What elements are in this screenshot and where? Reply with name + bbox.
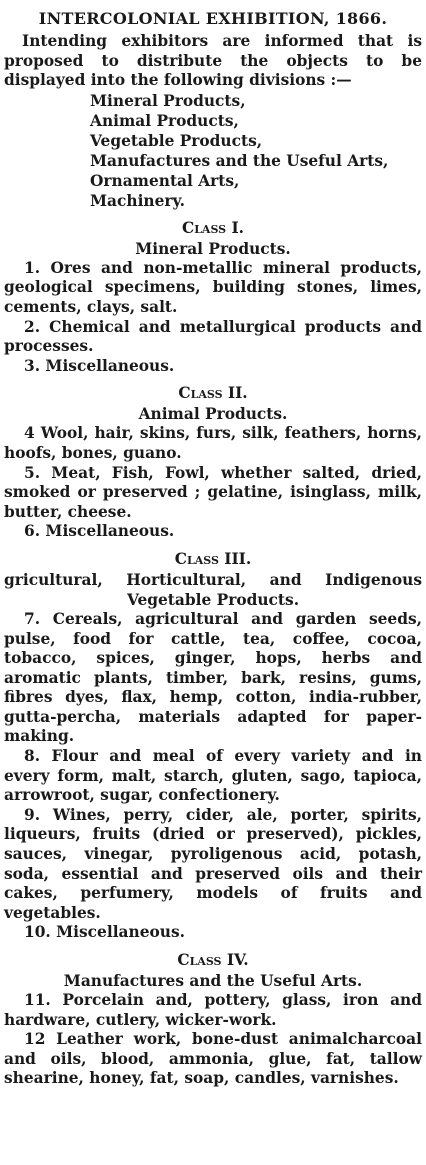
class-1-section [4, 217, 422, 377]
division-item: Machinery. [90, 191, 186, 210]
division-item: Manufactures and the Useful Arts, [90, 151, 389, 170]
class-item: 2. Chemical and metallurgical products and processes. [4, 317, 422, 356]
class-item: 8. Flour and meal of every variety and in every form, malt, starch, gluten, sago, tapioca, arrowroot, sugar, confectionery. [4, 747, 422, 805]
class-item: 3. Miscellaneous. [24, 356, 175, 375]
class-heading: Class I. [181, 218, 245, 237]
class-heading: Class II. [178, 384, 248, 403]
class-item: 4 Wool, hair, skins, furs, silk, feathers, horns, hoofs, bones, guano. [4, 424, 422, 462]
page-title: INTERCOLONIAL EXHIBITION, 1866. [38, 9, 388, 28]
class-subtitle: Mineral Products. [135, 239, 291, 258]
division-item: Mineral Products, [90, 91, 246, 110]
class-item: 11. Porcelain and, pottery, glass, iron and hardware, cutlery, wicker-work. [4, 991, 422, 1029]
division-item: Ornamental Arts, [90, 171, 240, 190]
class-2-section [4, 382, 422, 542]
class-item: 6. Miscellaneous. [24, 522, 175, 541]
class-item: 9. Wines, perry, cider, ale, porter, spirits, liqueurs, fruits (dried or preserved), pickles, sauces, vinegar, pyroligenous acid, potash, soda, essential and preserved oils and their cakes, perfumery, models of fruits and vegetables. [4, 805, 422, 922]
class-subtitle: gricultural, Horticultural, and Indigenous Vegetable Products. [4, 570, 422, 609]
class-3-section [4, 548, 422, 943]
class-subtitle: Manufactures and the Useful Arts. [63, 972, 363, 990]
division-item: Vegetable Products, [90, 131, 263, 150]
class-heading: Class III. [174, 549, 252, 568]
class-item: 1. Ores and non-metallic mineral products, geological specimens, building stones, limes, cements, clays, salt. [4, 258, 422, 316]
division-item: Animal Products, [90, 111, 239, 130]
class-item: 10. Miscellaneous. [24, 923, 185, 942]
class-item: 12 Leather work, bone-dust animalcharcoal and oils, blood, ammonia, glue, fat, tallow shearine, honey, fat, soap, candles, varnishes. [4, 1030, 422, 1088]
class-subtitle: Animal Products. [138, 405, 288, 424]
class-item: 5. Meat, Fish, Fowl, whether salted, dried, smoked or preserved ; gelatine, isinglass, milk, butter, cheese. [4, 463, 422, 521]
divisions-list [4, 91, 422, 211]
intro-paragraph: Intending exhibitors are informed that is proposed to distribute the objects to be displayed into the following divisions :— [4, 32, 422, 90]
class-heading: Class IV. [177, 951, 249, 969]
class-4-section [4, 949, 422, 1089]
class-item: 7. Cereals, agricultural and garden seeds, pulse, food for cattle, tea, coffee, cocoa, tobacco, spices, ginger, hops, herbs and aromatic plants, timber, bark, resins, gums, fibres dyes, flax, hemp, cotton, india-rubber, gutta-percha, materials adapted for paper-making. [4, 609, 422, 746]
